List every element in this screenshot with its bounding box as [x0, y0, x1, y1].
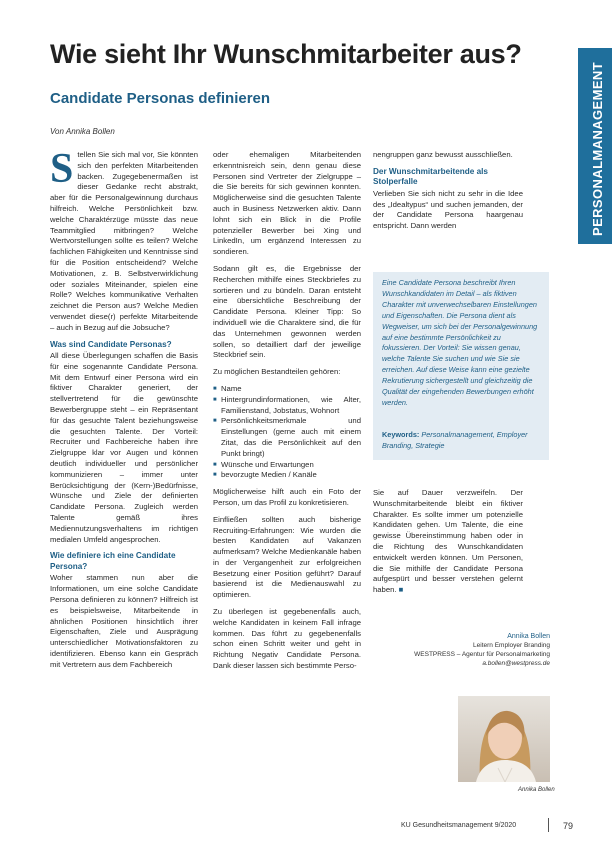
column-3: [373, 150, 523, 238]
column-1: [50, 146, 198, 677]
paragraph: Zu möglichen Bestandteilen gehören:: [213, 367, 341, 377]
section-heading: Wie definiere ich eine Candidate Persona?: [50, 551, 176, 571]
list-item: ■ bevorzugte Medien / Kanäle: [213, 470, 361, 481]
column-2: [213, 150, 361, 678]
list-item: ■ Persönlichkeitsmerkmale und Einstellungen (gerne auch mit einem Zitat, das die Persönlichkeit auf den Punkt bringt): [213, 416, 361, 459]
author-line: Von Annika Bollen: [50, 127, 115, 136]
author-photo: [458, 696, 550, 782]
paragraph: Zu überlegen ist gegebenenfalls auch, welche Kandidaten in keinem Fall infrage kommen. Das führt zu gegebenenfalls schon einen Schritt weiter und geht in Richtung Negativ Candidate Persona. Dank dieser lassen sich bestimmte Perso-: [213, 607, 361, 671]
paragraph: Woher stammen nun aber die Informationen, um eine solche Candidate Persona definieren zu können? Hilfreich ist es beispielsweise, Mitarbeitende in ähnlichen Positionen hinsichtlich ihrer Eigenschaften, Ziele und Ausprägung unterschiedlicher Motivationsfaktoren zu identifizieren. Ebenso kann ein Gespräch mit Vertretern aus dem Fachbereich: [50, 573, 198, 669]
portrait-illustration: [458, 696, 550, 782]
paragraph: oder ehemaligen Mitarbeitenden erkenntnisreich sein, denn genau diese Personen sind Vertreter der Zielgruppe – die Sie bereits für sich gewinnen konnten. Möglicherweise sind die gesuchten Talente auch in Business Netzwerken aktiv. Dann lohnt sich ein Blick in die Profile potenzieller Bewerber bei Xing und LinkedIn, um ergänzend Interessen zu sondieren.: [213, 150, 361, 257]
drop-cap: S: [50, 146, 74, 192]
section-label: PERSONALMANAGEMENT: [590, 61, 605, 236]
page-number: 79: [563, 821, 574, 831]
column-3-continued: [373, 488, 523, 602]
paragraph: Sie auf Dauer verzweifeln. Der Wunschmitarbeitende bleibt ein fiktiver Charakter. Es sollte immer um potenzielle Kandidaten gehen. Um Talente, die eine gewisse Übereinstimmung haben oder in die Richtung des Wunschkandidaten entwickelt werden können. Um Personen, die Sie mithilfe der Candidate Persona aufgespürt und besser verstehen gelernt haben. ■: [373, 488, 523, 595]
paragraph: Sodann gilt es, die Ergebnisse der Recherchen mithilfe eines Steckbriefes zu sortieren und zu bündeln. Daran entsteht eine übersichtliche Beschreibung der Candidate Persona. Kleiner Tipp: So individuell wie die Charaktere sind, die für das Unternehmen gewonnen werden sollen, so detailliert darf der jeweilige Steckbrief sein.: [213, 263, 361, 360]
list-item: ■ Name: [213, 384, 361, 395]
footer-journal: KU Gesundheitsmanagement 9/2020: [401, 822, 517, 829]
keywords: [382, 430, 544, 451]
section-heading: Was sind Candidate Personas?: [50, 339, 172, 349]
paragraph: Verlieben Sie sich nicht zu sehr in die Idee des „Idealtypus“ und suchen jemanden, der der Candidate Persona haargenau entspricht. Dann werden: [373, 188, 523, 231]
paragraph: nengruppen ganz bewusst ausschließen.: [373, 150, 513, 159]
photo-caption: Annika Bollen: [518, 787, 555, 793]
paragraph: All diese Überlegungen schaffen die Basis für eine sogenannte Candidate Persona. Mit dem Entwurf einer Persona wird ein fiktiver Charakter generiert, der stellvertretend für die gewünschte Bewerbergruppe steht – ein Repräsentant für das gesuchte Talent beziehungsweise die gesuchten Talente. Der Vorteil: Recruiter und Fachbereiche haben ihre Zielgruppe klar vor Augen und können deutlich individueller und persönlicher kommunizieren – immer unter Berücksichtigung der (Kern-)Bedürfnisse, Wünsche und Ziele der definierten Candidate Persona. Zugleich werden Talente gemäß ihres Mediennutzungsverhaltens im richtigen medialen Umfeld angesprochen.: [50, 351, 198, 544]
article-subtitle: Candidate Personas definieren: [50, 90, 271, 107]
keywords-value: Personalmanagement, Employer Branding, Strategie: [382, 430, 528, 450]
article-title: Wie sieht Ihr Wunschmitarbeiter aus?: [50, 39, 522, 69]
paragraph: Stellen Sie sich mal vor, Sie könnten sich den perfekten Mitarbeitenden backen. Zugegebenermaßen ist dieser Gedanke recht abstrakt, aber für die Personalgewinnung durchaus hilfreich. Welche Persönlichkeit bzw. welche Charaktérzüge müsste das neue Teammitglied mitbringen? Welche Wertvorstellungen sollte es teilen? Welche fachlichen Fähigkeiten und Kenntnisse sind für die Position entscheidend? Welche Motivationen, z. B. Selbstverwirklichung oder soziales Miteinander, spielen eine Rolle? Welches kommunikative Verhalten zeichnet die Person aus? Welche Medien verwendet diese(r) perfekte Mitarbeitende – auch in Bezug auf die Jobsuche?: [50, 146, 198, 332]
paragraph: Möglicherweise hilft auch ein Foto der Person, um das Profil zu konkretisieren.: [213, 487, 361, 507]
list-item: ■ Hintergrundinformationen, wie Alter, Familienstand, Jobstatus, Wohnort: [213, 395, 361, 417]
bio-email: a.bollen@westpress.de: [482, 660, 550, 667]
end-mark: ■: [398, 585, 404, 595]
bullet-list: [213, 384, 361, 481]
footer-divider: [548, 818, 549, 832]
paragraph: Einfließen sollten auch bisherige Recruiting-Erfahrungen: Wie wurden die besten Kandidaten auf Vakanzen aufmerksam? Welche Medienkanäle haben in der Vergangenheit zur erfolgreichen Besetzung einer Position geführt? Darauf basierend ist die Medienauswahl zu optimieren.: [213, 514, 361, 600]
section-heading: Der Wunschmitarbeitende als Stolperfalle: [373, 166, 488, 187]
bio-company: WESTPRESS – Agentur für Personalmarketing: [414, 651, 550, 658]
abstract-text: Eine Candidate Persona beschreibt Ihren Wunschkandidaten im Detail – als fiktiven Charakter mit unverwechselbaren Einstellungen und Eigenschaften. Die Persona dient als Wegweiser, um sich bei der Personalgewinnung auf eine bestimmte Persönlichkeit zu fokussieren. Der Vorteil: Sie wissen genau, welche Talente Sie suchen und wie Sie sie erreichen. Auf diese Weise kann eine gezielte Rekrutierung sichergestellt und gleichzeitig die Qualität der eingehenden Bewerbungen erhöht werden.: [382, 278, 538, 407]
list-item: ■ Wünsche und Erwartungen: [213, 460, 361, 471]
keywords-label: Keywords:: [382, 430, 420, 439]
bio-title: Leitern Employer Branding: [473, 642, 550, 649]
bio-name: Annika Bollen: [507, 633, 550, 640]
